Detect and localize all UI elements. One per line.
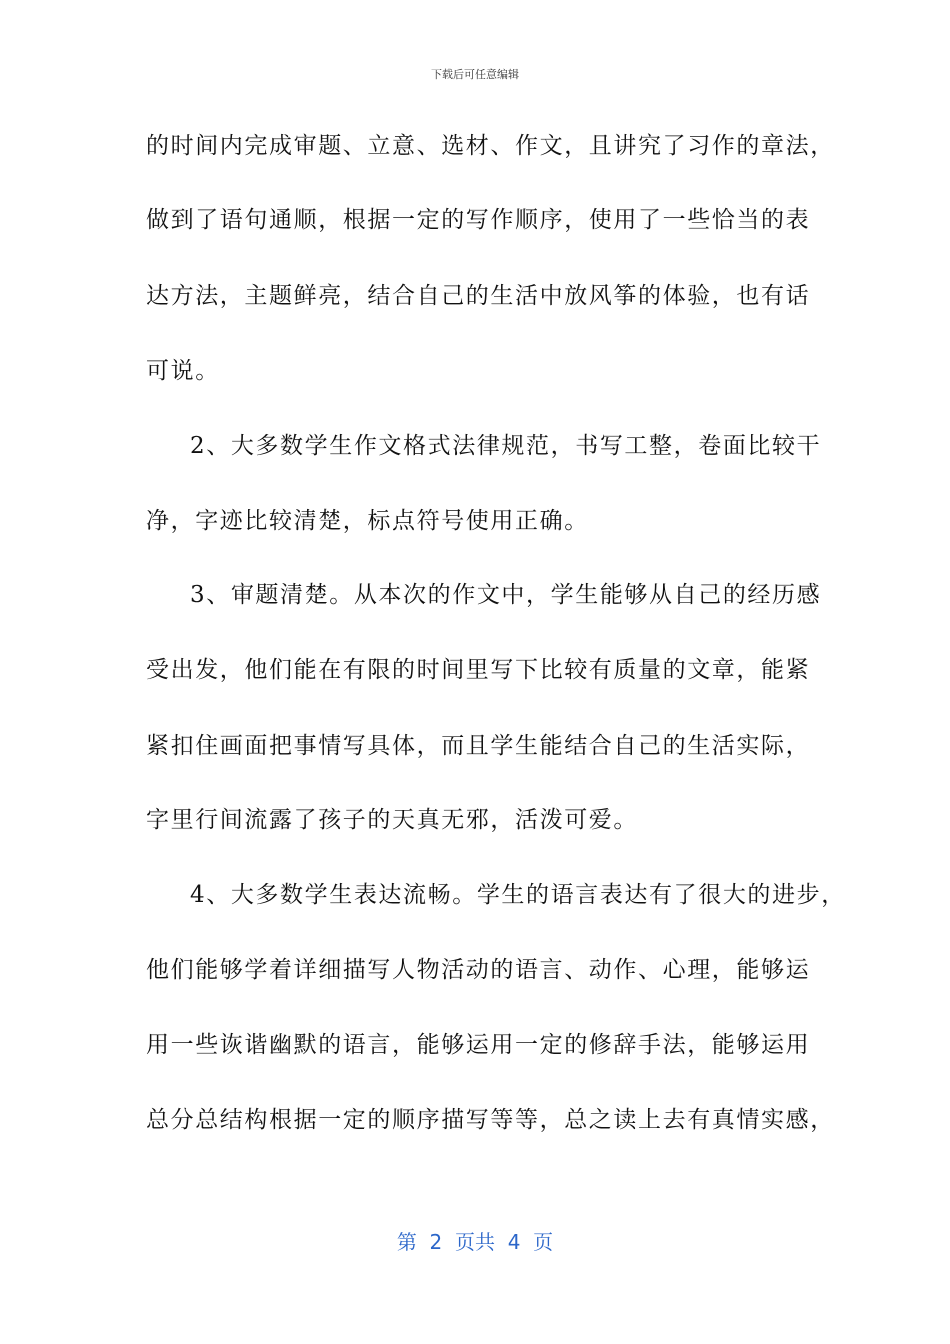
text-line: 净，字迹比较清楚，标点符号使用正确。 bbox=[146, 508, 589, 534]
text-line: 字里行间流露了孩子的天真无邪，活泼可爱。 bbox=[146, 807, 638, 833]
text-line: 他们能够学着详细描写人物活动的语言、动作、心理，能够运 bbox=[146, 957, 811, 983]
paragraph-3-start: 3、审题清楚。从本次的作文中，学生能够从自己的经历感 bbox=[190, 582, 822, 608]
text-line: 紧扣住画面把事情写具体，而且学生能结合自己的生活实际， bbox=[146, 733, 811, 759]
paragraph-4-start: 4、大多数学生表达流畅。学生的语言表达有了很大的进步， bbox=[190, 882, 846, 908]
text-line: 受出发，他们能在有限的时间里写下比较有质量的文章，能紧 bbox=[146, 657, 811, 683]
text-line: 总分总结构根据一定的顺序描写等等，总之读上去有真情实感， bbox=[146, 1107, 835, 1133]
text-line: 做到了语句通顺，根据一定的写作顺序，使用了一些恰当的表 bbox=[146, 207, 811, 233]
text-line: 的时间内完成审题、立意、选材、作文，且讲究了习作的章法， bbox=[146, 133, 835, 159]
text-line: 用一些诙谐幽默的语言，能够运用一定的修辞手法，能够运用 bbox=[146, 1032, 811, 1058]
page-number-footer: 第 2 页共 4 页 bbox=[396, 1230, 554, 1254]
header-note: 下载后可任意编辑 bbox=[431, 68, 519, 81]
text-line: 达方法，主题鲜亮，结合自己的生活中放风筝的体验，也有话 bbox=[146, 283, 811, 309]
text-line: 可说。 bbox=[146, 358, 220, 384]
paragraph-2-start: 2、大多数学生作文格式法律规范，书写工整，卷面比较干 bbox=[190, 433, 822, 459]
